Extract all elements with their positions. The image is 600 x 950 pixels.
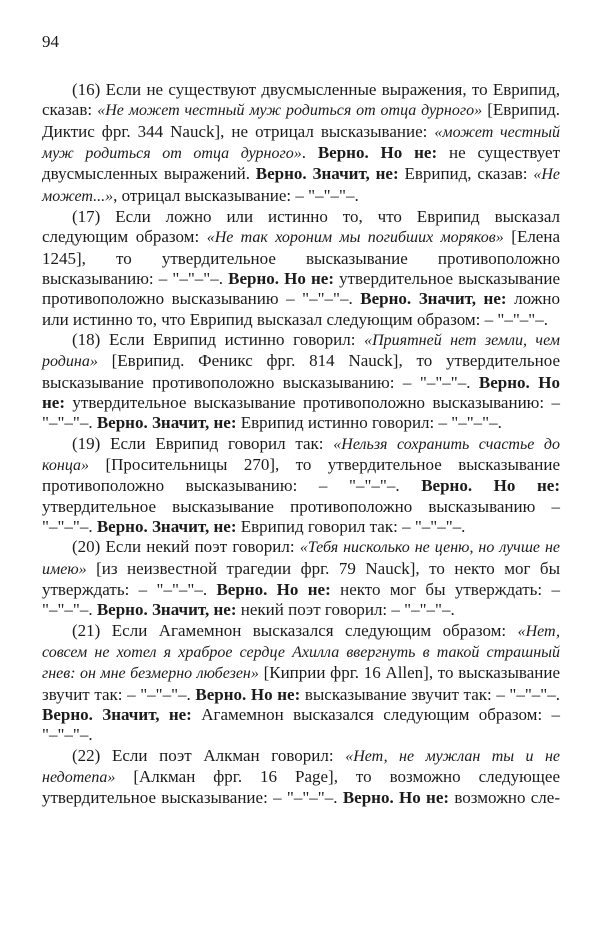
quotation-text: «Не так хороним мы погибших моряков» xyxy=(206,229,504,247)
quotation-text: «Приятней нет земли, чем родина» xyxy=(42,331,560,371)
paragraph xyxy=(42,434,560,538)
paragraph xyxy=(42,621,560,746)
paragraph xyxy=(42,746,560,809)
body-text-run: [Еврипид. Феникс фрг. 814 Nauck], то утвердительное высказывание противоположно высказыванию: – "–"–"–. xyxy=(42,351,560,392)
body-text-run: утвердительное высказывание противоположно высказыванию – "–"–"–. xyxy=(42,496,560,536)
body-text-run: [Еврипид. Диктис фрг. 344 Nauck], не отрицал высказывание: xyxy=(42,100,561,141)
body-text-run: (16) Если не существуют двусмысленные выражения, то Еврипид, сказав: xyxy=(42,80,560,120)
body-text-run: некто мог бы утверждать: – "–"–"–. xyxy=(42,579,560,620)
body-text-run: [Киприи фрг. 16 Allen], то высказывание звучит так: – "–"–"–. xyxy=(42,663,560,704)
body-text-run: Еврипид говорил так: – "–"–"–. xyxy=(236,516,466,536)
bold-text: Верно. Значит, не: xyxy=(255,164,399,184)
bold-text: Верно. Но не: xyxy=(216,579,331,599)
paragraph xyxy=(42,80,560,207)
body-text-run: (17) Если ложно или истинно то, что Еврипид высказал следующим образом: xyxy=(42,206,560,247)
body-text-run: [Елена 1245], то утвердительное высказывание противоположно высказыванию: – "–"–"–. xyxy=(42,227,561,288)
bold-text: Верно. Значит, не: xyxy=(42,704,192,724)
bold-text: Верно. Значит, не: xyxy=(96,516,237,536)
body-text-run: Еврипид, сказав: xyxy=(398,164,534,184)
bold-text: Верно. Но не: xyxy=(195,684,301,704)
body-text-run: (22) Если поэт Алкман говорил: xyxy=(72,745,346,765)
bold-text: Верно. Значит, не: xyxy=(360,289,507,309)
body-text-run: возможно сле- xyxy=(449,788,560,808)
quotation-text: «Нельзя сохранить счастье до конца» xyxy=(42,435,560,474)
quotation-text: «Не может честный муж родиться от отца дурного» xyxy=(97,102,483,120)
body-text-run: высказывание звучит так: – "–"–"–. xyxy=(300,684,560,704)
bold-text: Верно. Но не: xyxy=(421,476,560,496)
body-text-run: (21) Если Агамемнон высказался следующим образом: xyxy=(72,620,518,640)
bold-text: Верно. Но не: xyxy=(342,788,450,808)
paragraph xyxy=(42,537,560,620)
bold-text: Верно. Значит, не: xyxy=(96,413,237,433)
body-text-run: Агамемнон высказался следующим образом: – "–"–"–. xyxy=(42,704,560,745)
body-text-run: (20) Если некий поэт говорил: xyxy=(72,537,300,557)
bold-text: Верно. Значит, не: xyxy=(96,600,237,620)
body-text-run: утвердительное высказывание противоположно высказыванию – "–"–"–. xyxy=(42,268,560,309)
bold-text: Верно. Но не: xyxy=(228,268,334,288)
body-text-run: , отрицал высказывание: – "–"–"–. xyxy=(113,185,359,205)
body-text-run: (19) Если Еврипид говорил так: xyxy=(72,433,334,453)
quotation-text: «может честный муж родиться от отца дурного» xyxy=(42,123,560,162)
body-text-run: . xyxy=(301,142,318,162)
body-text-run: ложно или истинно то, что Еврипид высказал следующим образом: – "–"–"–. xyxy=(42,289,560,329)
body-text xyxy=(42,80,560,808)
body-text-run: некий поэт говорил: – "–"–"–. xyxy=(236,600,455,620)
body-text-run: [из неизвестной трагедии фрг. 79 Nauck], то некто мог бы утверждать: – "–"–"–. xyxy=(42,558,560,599)
page-number: 94 xyxy=(42,32,59,51)
body-text-run: не существует двусмысленных выражений. xyxy=(42,142,561,184)
body-text-run: утвердительное высказывание противоположно высказыванию: – "–"–"–. xyxy=(42,392,560,433)
paragraph xyxy=(42,330,560,434)
bold-text: Верно. Но не: xyxy=(317,142,438,162)
body-text-run: [Алкман фрг. 16 Page], то возможно следующее утвердительное высказывание: – "–"–"–. xyxy=(42,766,560,808)
quotation-text: «Не может...» xyxy=(42,166,560,205)
body-text-run: (18) Если Еврипид истинно говорил: xyxy=(72,329,365,349)
paragraph xyxy=(42,207,560,330)
quotation-text: «Тебя нисколько не ценю, но лучше не имею» xyxy=(42,539,560,578)
quotation-text: «Нет, не мужлан ты и не недотепа» xyxy=(42,747,560,786)
bold-text: Верно. Но не: xyxy=(42,372,560,412)
body-text-run: [Просительницы 270], то утвердительное высказывание противоположно высказыванию: – "–"–"–. xyxy=(42,454,560,496)
body-text-run: Еврипид истинно говорил: – "–"–"–. xyxy=(236,413,502,433)
quotation-text: «Нет, совсем не хотел я храброе сердце Ахилла ввергнуть в такой страшный гнев: он мне безмерно любезен» xyxy=(42,622,560,683)
